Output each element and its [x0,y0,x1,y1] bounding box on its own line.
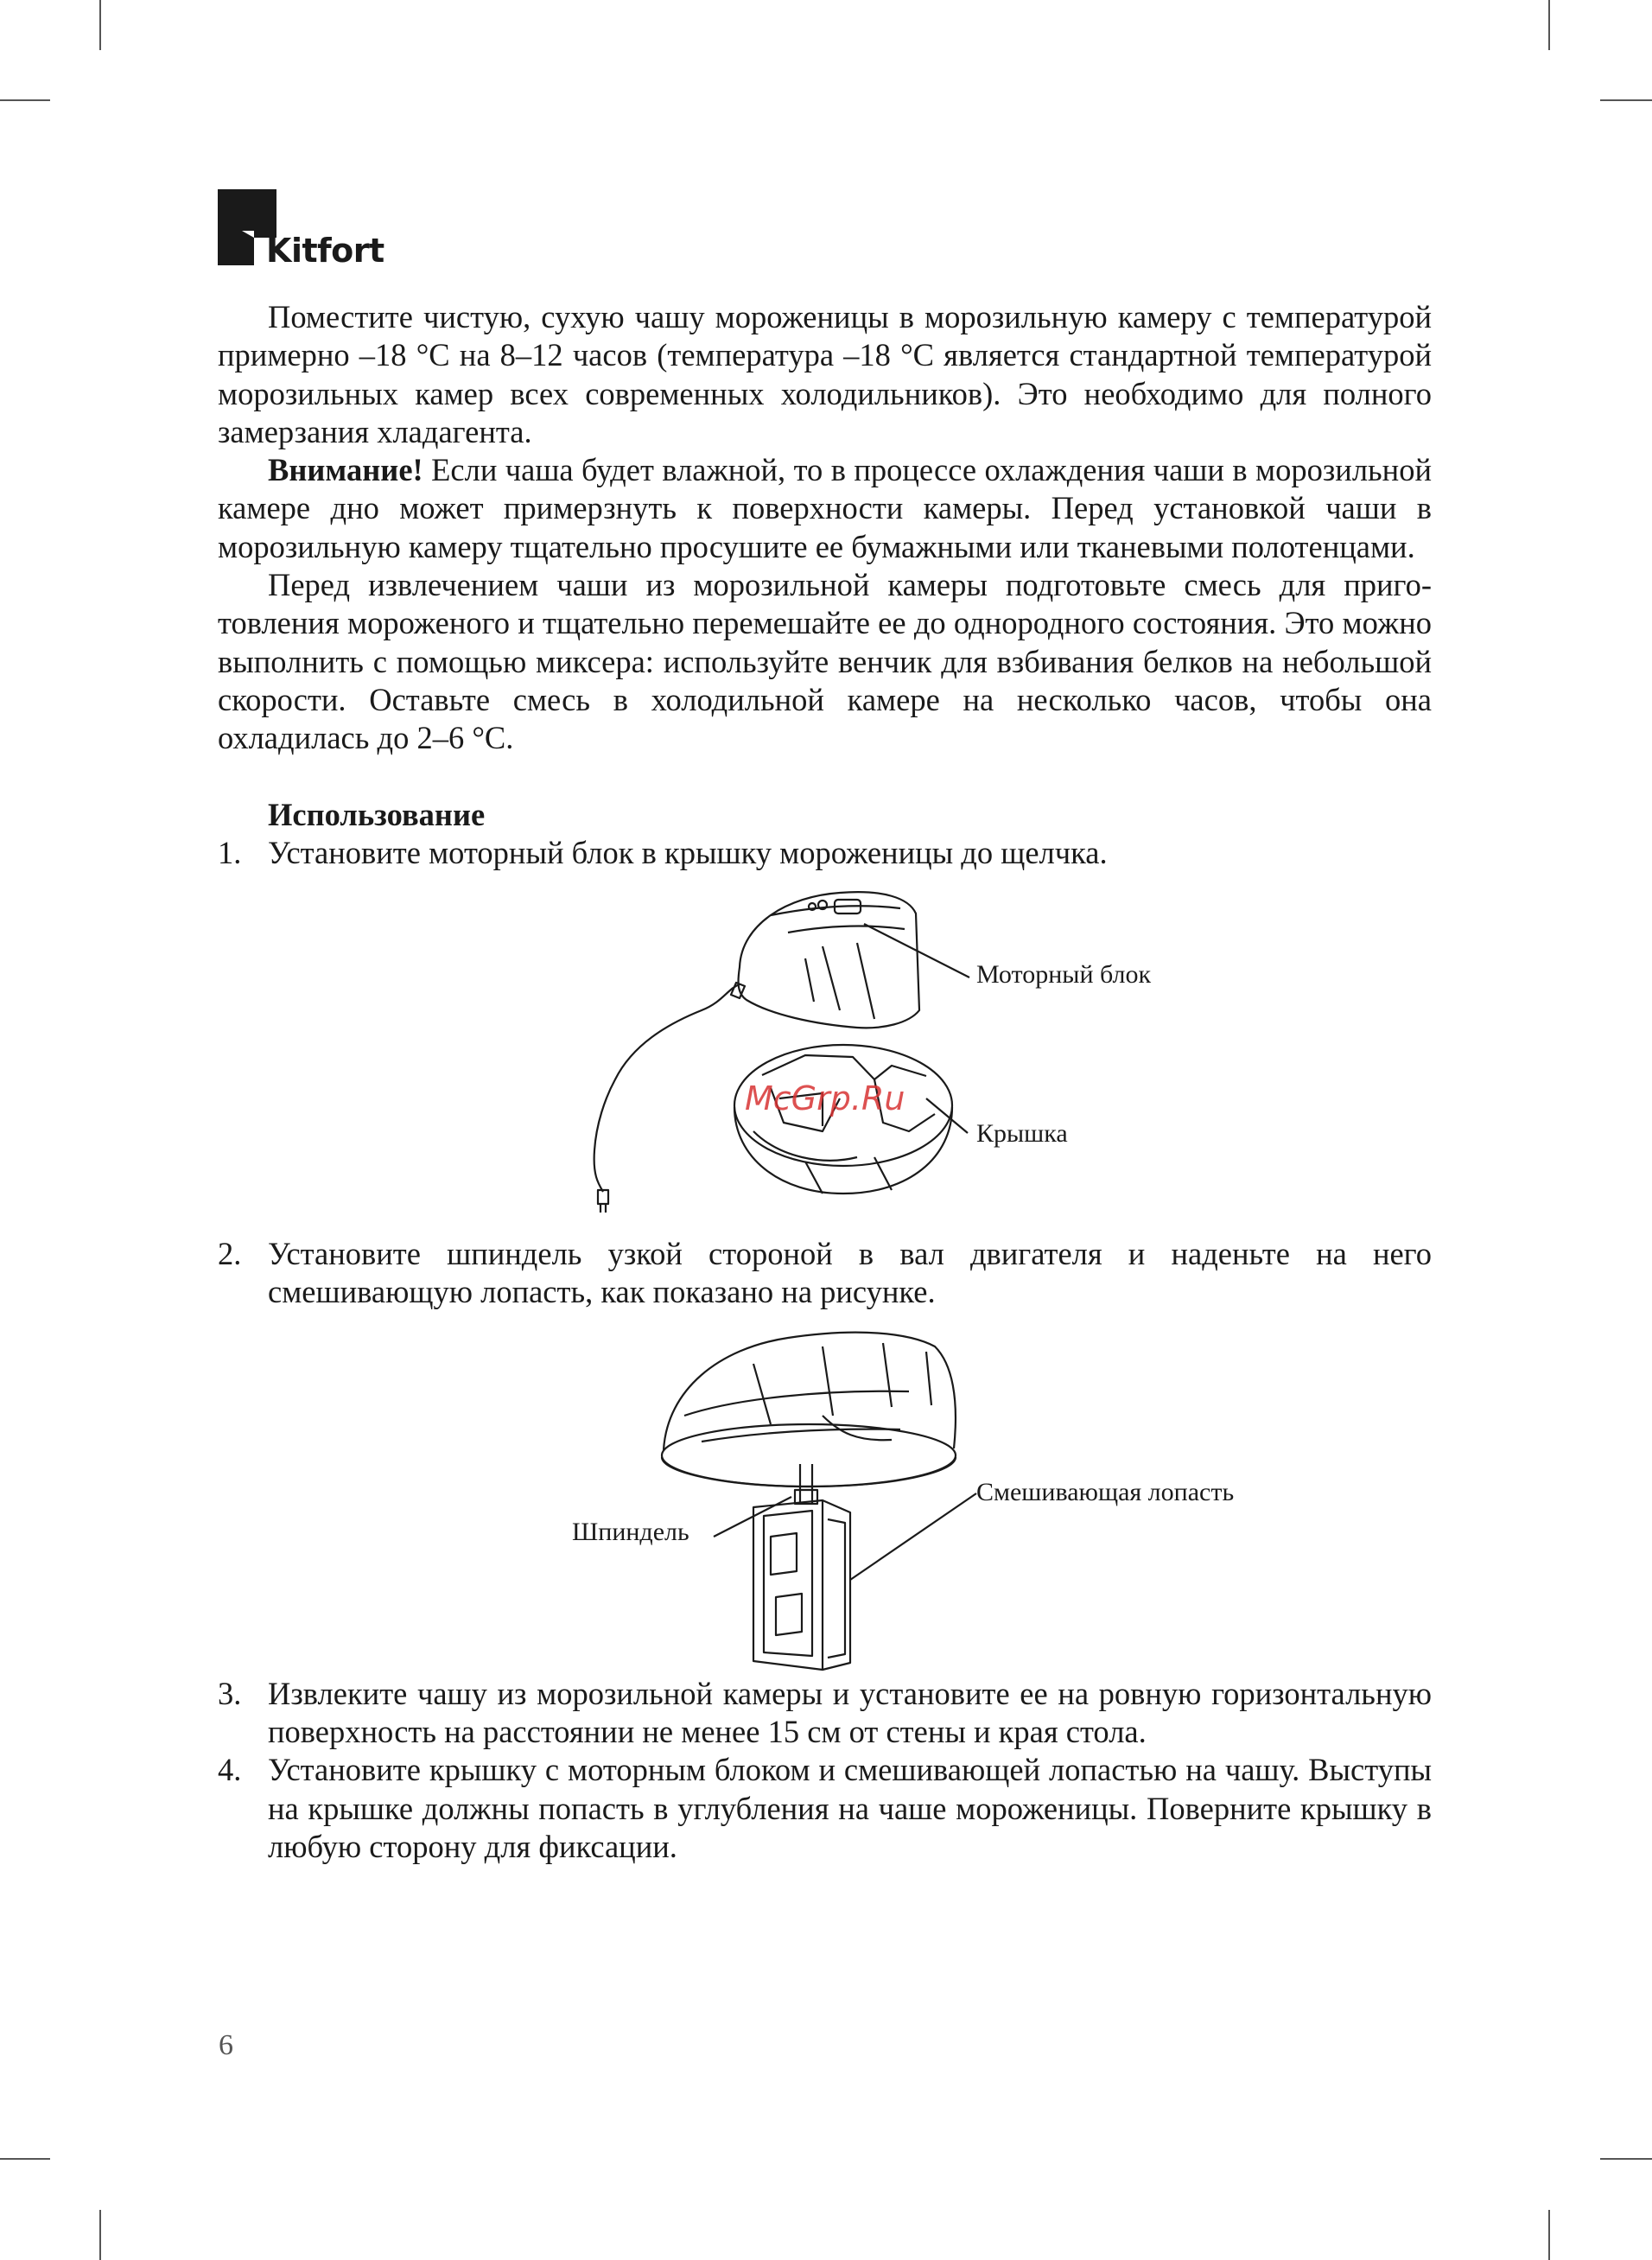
label-spindle: Шпиндель [572,1517,689,1546]
figure-spindle-paddle [218,1312,1432,1675]
step-text: Установите шпиндель узкой стороной в вал двигателя и наденьте на него смешивающую лопасть, как показано на рисунке. [268,1236,1432,1310]
label-lid: Крышка [976,1119,1068,1149]
step-number: 2. [218,1236,242,1272]
attention-label: Внимание! [268,452,423,488]
step-text: Установите моторный блок в крышку мороженицы до щелчка. [268,834,1108,870]
step-number: 3. [218,1675,242,1711]
step-number: 4. [218,1752,242,1788]
paragraph-mixture: Перед извлечением чаши из морозильной камеры подготовьте смесь для приготовления мороженого и тщательно перемешайте ее до однородного состояния. Это можно выполнить с помощью миксера: используйте венчик для взбивания белков на небольшой скорости. Оставьте смесь в холодильной камере на несколько часов, чтобы она охладилась до 2–6 °C. [218,567,1432,756]
section-title-usage: Использование [268,796,486,832]
paragraph-attention [218,451,1432,566]
step-item [218,1675,1432,1752]
motor-lid-illustration [218,872,1432,1235]
paragraph-freeze: Поместите чистую, сухую чашу мороженицы в морозильную камеру с температурой примерно –18 °C на 8–12 часов (температура –18 °C является стандартной температурой морозильных камер всех современных холодильников). Это необходимо для полного замерзания хладагента. [218,299,1432,449]
spindle-paddle-illustration [218,1312,1432,1675]
crop-mark [1548,2210,1550,2260]
step-text: Извлеките чашу из морозильной камеры и установите ее на ровную горизонтальную поверхность на расстоянии не менее 15 см от стены и края стола. [268,1675,1432,1750]
attention-text: Если чаша будет влажной, то в процессе охлаждения чаши в морозильной камере дно может примерзнуть к поверхности камеры. Перед установкой чаши в морозильную камеру тщательно просушите ее бумажными или тканевыми полотенцами. [218,452,1432,564]
crop-mark [1548,0,1550,50]
crop-mark [1600,2158,1652,2160]
step-text: Установите крышку с моторным блоком и смешивающей лопастью на чашу. Выступы на крышке должны попасть в углубления на чаше мороженицы. Поверните крышку в любую сторону для фиксации. [268,1752,1432,1864]
step-item [218,1751,1432,1866]
crop-mark [1600,99,1652,101]
step-number: 1. [218,834,242,870]
figure-motor-lid [218,872,1432,1235]
step-item [218,834,1432,872]
label-motor-unit: Моторный блок [976,960,1152,990]
step-item [218,1235,1432,1312]
watermark: McGrp.Ru [745,1079,905,1118]
crop-mark [99,0,101,50]
label-mixing-paddle: Смешивающая лопасть [976,1477,1235,1506]
crop-mark [0,2158,50,2160]
document-body [218,298,1432,1866]
page-number: 6 [219,2029,233,2061]
brand-name: Kitfort [266,232,384,270]
crop-mark [99,2210,101,2260]
crop-mark [0,99,50,101]
